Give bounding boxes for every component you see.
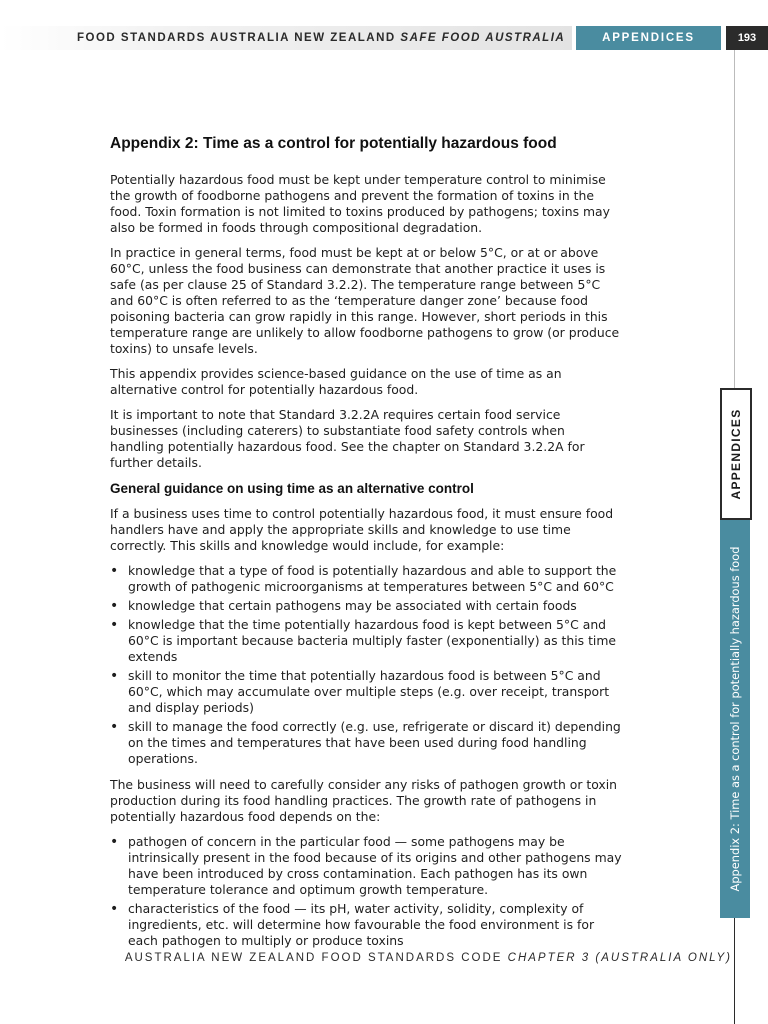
header-section-tab: APPENDICES — [576, 26, 721, 50]
side-tab-appendices[interactable] — [720, 388, 752, 520]
side-tab-chapter-label: Appendix 2: Time as a control for potentially hazardous food — [728, 546, 742, 892]
list-item: • knowledge that certain pathogens may be associated with certain foods — [110, 598, 622, 614]
list-item: • characteristics of the food — its pH, water activity, solidity, complexity of ingredients, etc. will determine how favourable the food environment is for each pathogen to multiply or produce toxins — [110, 901, 622, 949]
intro-paragraph: Potentially hazardous food must be kept under temperature control to minimise the growth of foodborne pathogens and prevent the formation of toxins in the food. Toxin formation is not limited to toxins produced by pathogens; toxins may also be formed in foods through compositional degradation. — [110, 172, 610, 235]
margin-rule-bottom — [734, 918, 735, 1024]
intro-paragraph: This appendix provides science-based guidance on the use of time as an alternative control for potentially hazardous food. — [110, 366, 562, 397]
intro-paragraph: It is important to note that Standard 3.2.2A requires certain food service businesses (including caterers) to substantiate food safety controls when handling potentially hazardous food. See the chapter on Standard 3.2.2A for further details. — [110, 407, 585, 470]
header-title-italic: SAFE FOOD AUSTRALIA — [400, 32, 566, 44]
guidance-paragraph: If a business uses time to control potentially hazardous food, it must ensure food handlers have and apply the appropriate skills and knowledge to use time correctly. This skills and knowledge would include, for example: — [110, 506, 614, 553]
footer-text-italic: CHAPTER 3 (AUSTRALIA ONLY) — [507, 952, 732, 964]
side-tab-appendices-label: APPENDICES — [729, 408, 743, 500]
skills-list — [110, 563, 622, 767]
list-item: • skill to monitor the time that potentially hazardous food is between 5°C and 60°C, which may accumulate over multiple steps (e.g. over receipt, transport and display periods) — [110, 668, 622, 716]
list-item: • skill to manage the food correctly (e.g. use, refrigerate or discard it) depending on the times and temperatures that have been used during food handling operations. — [110, 719, 622, 767]
main-content — [110, 134, 622, 959]
intro-paragraph: In practice in general terms, food must be kept at or below 5°C, or at or above 60°C, unless the food business can demonstrate that another practice it uses is safe (as per clause 25 of Standard 3.2.2). The temperature range between 5°C and 60°C is often referred to as the ‘temperature danger zone’ because food poisoning bacteria can grow rapidly in this range. However, short periods in this temperature range are unlikely to allow foodborne pathogens to grow (or produce toxins) to unsafe levels. — [110, 245, 620, 356]
running-header — [77, 32, 565, 44]
running-footer — [125, 952, 732, 964]
page-title: Appendix 2: Time as a control for potentially hazardous food — [110, 135, 557, 152]
risks-paragraph: The business will need to carefully consider any risks of pathogen growth or toxin production during its food handling practices. The growth rate of pathogens in potentially hazardous food depends on the: — [110, 777, 618, 824]
list-item: • pathogen of concern in the particular food — some pathogens may be intrinsically present in the food because of its origins and other pathogens may have been introduced by cross contamination. Each pathogen has its own temperature tolerance and optimum growth temperature. — [110, 834, 622, 898]
section-subheading: General guidance on using time as an alternative control — [110, 481, 474, 496]
margin-rule-top — [734, 50, 735, 388]
footer-text-plain: AUSTRALIA NEW ZEALAND FOOD STANDARDS CODE — [124, 952, 508, 964]
side-tab-chapter[interactable] — [720, 520, 750, 918]
list-item: • knowledge that a type of food is potentially hazardous and able to support the growth of pathogenic microorganisms at temperatures between 5°C and 60°C — [110, 563, 622, 595]
factors-list — [110, 834, 622, 949]
header-title-plain: FOOD STANDARDS AUSTRALIA NEW ZEALAND — [77, 32, 401, 44]
page-number: 193 — [726, 26, 768, 50]
list-item: • knowledge that the time potentially hazardous food is kept between 5°C and 60°C is important because bacteria multiply faster (exponentially) as this time extends — [110, 617, 622, 665]
